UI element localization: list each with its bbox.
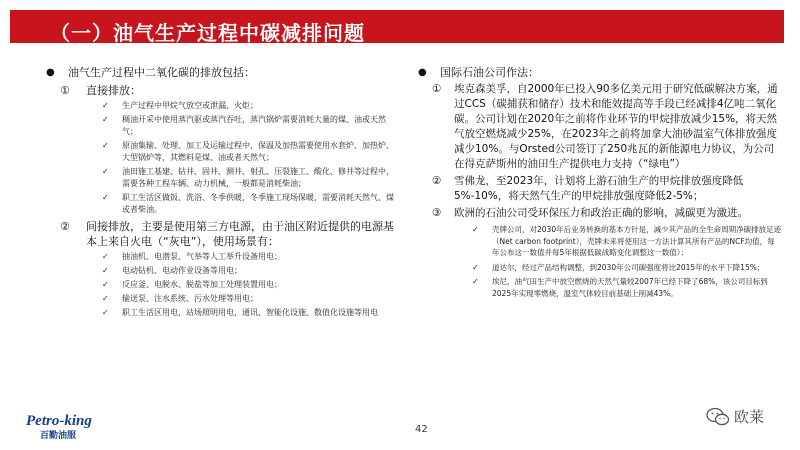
section-title: 间接排放，主要是使用第三方电源，由于油区附近提供的电源基本上来自火电（“灰电”），使用场景有： bbox=[86, 220, 394, 248]
right-column bbox=[418, 66, 782, 299]
page-number: 42 bbox=[415, 424, 428, 435]
section-number: ③ bbox=[432, 207, 442, 219]
bullet-text: 国际石油公司作法： bbox=[440, 66, 539, 79]
section-heading bbox=[46, 219, 394, 249]
list-item-text: 稠油开采中使用蒸汽驱或蒸汽吞吐，蒸汽锅炉需要消耗大量的煤、油或天然气； bbox=[122, 115, 386, 136]
checkmark-icon: ✓ bbox=[472, 262, 479, 272]
watermark bbox=[706, 406, 764, 427]
list-item bbox=[46, 307, 394, 319]
checkmark-icon: ✓ bbox=[102, 294, 109, 303]
checkmark-icon: ✓ bbox=[472, 277, 479, 286]
list-item-text: 壳牌公司，对2030年后业务转换的基本方针是，减少其产品的全生命周期净碳排放足迹（Net carbon footprint），壳牌未来将使用这一方法计算其所有产品的NCF均值，每年公布这一数值并每5年根据低碳战略变化调整这一数值）； bbox=[492, 225, 782, 257]
checkmark-icon: ✓ bbox=[472, 225, 479, 234]
section-text: 雪佛龙，至2023年，计划将上游石油生产的甲烷排放强度降低5%-10%，将天然气生产的甲烷排放强度降低2-5%； bbox=[454, 175, 744, 202]
list-item bbox=[46, 192, 394, 216]
section-number: ② bbox=[432, 175, 442, 187]
list-item-text: 生产过程中甲烷气放空或泄漏、火炬； bbox=[122, 101, 258, 110]
checkmark-icon: ✓ bbox=[102, 115, 109, 124]
checkmark-icon: ✓ bbox=[102, 101, 109, 110]
wechat-icon bbox=[706, 407, 730, 427]
list-item bbox=[46, 265, 394, 277]
left-sections bbox=[46, 83, 394, 319]
list-item bbox=[46, 140, 394, 164]
list-item-text: 道达尔，经过产品结构调整，到2030年公司碳强度将比2015年的水平下降15%； bbox=[492, 262, 765, 272]
list-item bbox=[46, 114, 394, 138]
section-text: 欧洲的石油公司受环保压力和政治正确的影响，减碳更为激进。 bbox=[454, 207, 748, 219]
list-item bbox=[418, 224, 782, 259]
list-item-text: 油田施工基建、钻井、固井、测井、射孔、压裂施工、酸化、修井等过程中，需要各种工程车辆、动力机械，一般都是消耗柴油； bbox=[122, 167, 394, 188]
list-item-text: 反应釜、电脱水、脱盐等加工处理装置用电； bbox=[122, 280, 282, 289]
list-item bbox=[46, 251, 394, 263]
left-column bbox=[46, 66, 394, 319]
logo-subtitle: 百勤油服 bbox=[40, 431, 77, 441]
bullet-icon: ● bbox=[46, 67, 55, 78]
checkmark-icon: ✓ bbox=[102, 141, 109, 150]
checkmark-icon: ✓ bbox=[102, 167, 109, 176]
section-title: 直接排放： bbox=[86, 84, 141, 97]
list-item-text: 电动钻机、电动作业设备等用电； bbox=[122, 266, 242, 275]
section-number: ① bbox=[432, 83, 442, 95]
list-item-text: 埃尼，油气田生产中放空燃烧的天然气量较2007年已经下降了68%，该公司目标到2025年实现零燃烧，温室气体较目前基础上削减43%。 bbox=[492, 277, 768, 298]
list-item bbox=[46, 166, 394, 190]
list-item-text: 原油集输、处理、加工及运输过程中，保温及加热需要使用水套炉、加热炉、大型锅炉等，其燃料是煤、油或者天然气； bbox=[122, 141, 394, 162]
bullet-item bbox=[418, 66, 782, 80]
list-item bbox=[46, 100, 394, 112]
section-heading bbox=[418, 206, 782, 221]
list-item-text: 职工生活区用电，站场照明用电，通讯、智能化设施、数值化设施等用电 bbox=[122, 308, 378, 317]
checkmark-icon: ✓ bbox=[102, 193, 109, 202]
list-item-text: 职工生活区做饭、洗浴、冬季供暖，冬季施工现场保暖，需要消耗天然气、煤或者柴油。 bbox=[122, 193, 394, 214]
bullet-item bbox=[46, 66, 394, 80]
list-item bbox=[46, 293, 394, 305]
section-heading bbox=[46, 83, 394, 98]
list-item bbox=[418, 262, 782, 274]
page-title: （一）油气生产过程中碳减排问题 bbox=[50, 21, 365, 45]
list-item-text: 输送泵、注水系统、污水处理等用电； bbox=[122, 294, 258, 303]
checkmark-icon: ✓ bbox=[102, 280, 109, 289]
list-item bbox=[46, 279, 394, 291]
checkmark-icon: ✓ bbox=[102, 252, 109, 261]
list-item bbox=[418, 276, 782, 299]
logo-wordmark: Petro-king bbox=[26, 413, 92, 429]
bullet-icon: ● bbox=[418, 67, 427, 78]
section-number: ① bbox=[60, 84, 70, 97]
section-text: 埃克森美孚，自2000年已投入90多亿美元用于研究低碳解决方案，通过CCS（碳捕获和储存）技术和能效提高等手段已经减排4亿吨二氧化碳。公司计划在2020年之前将作业环节的甲烷排放减少15%，将天然气放空燃烧减少25%，在2023年之前将加拿大油砂温室气体排放强度减少10%。与Orsted公司签订了250兆瓦的新能源电力协议，为公司在得克萨斯州的油田生产提供电力支持（“绿电”） bbox=[454, 83, 778, 170]
company-logo bbox=[26, 413, 92, 441]
section-heading bbox=[418, 82, 782, 172]
bullet-text: 油气生产过程中二氧化碳的排放包括： bbox=[68, 66, 255, 79]
watermark-text: 欧莱 bbox=[734, 408, 765, 426]
checkmark-icon: ✓ bbox=[102, 266, 109, 275]
right-sections bbox=[418, 82, 782, 299]
section-heading bbox=[418, 174, 782, 204]
list-item-text: 抽油机、电潜泵、气举等人工举升设备用电； bbox=[122, 252, 282, 261]
checkmark-icon: ✓ bbox=[102, 308, 109, 317]
section-number: ② bbox=[60, 220, 70, 233]
